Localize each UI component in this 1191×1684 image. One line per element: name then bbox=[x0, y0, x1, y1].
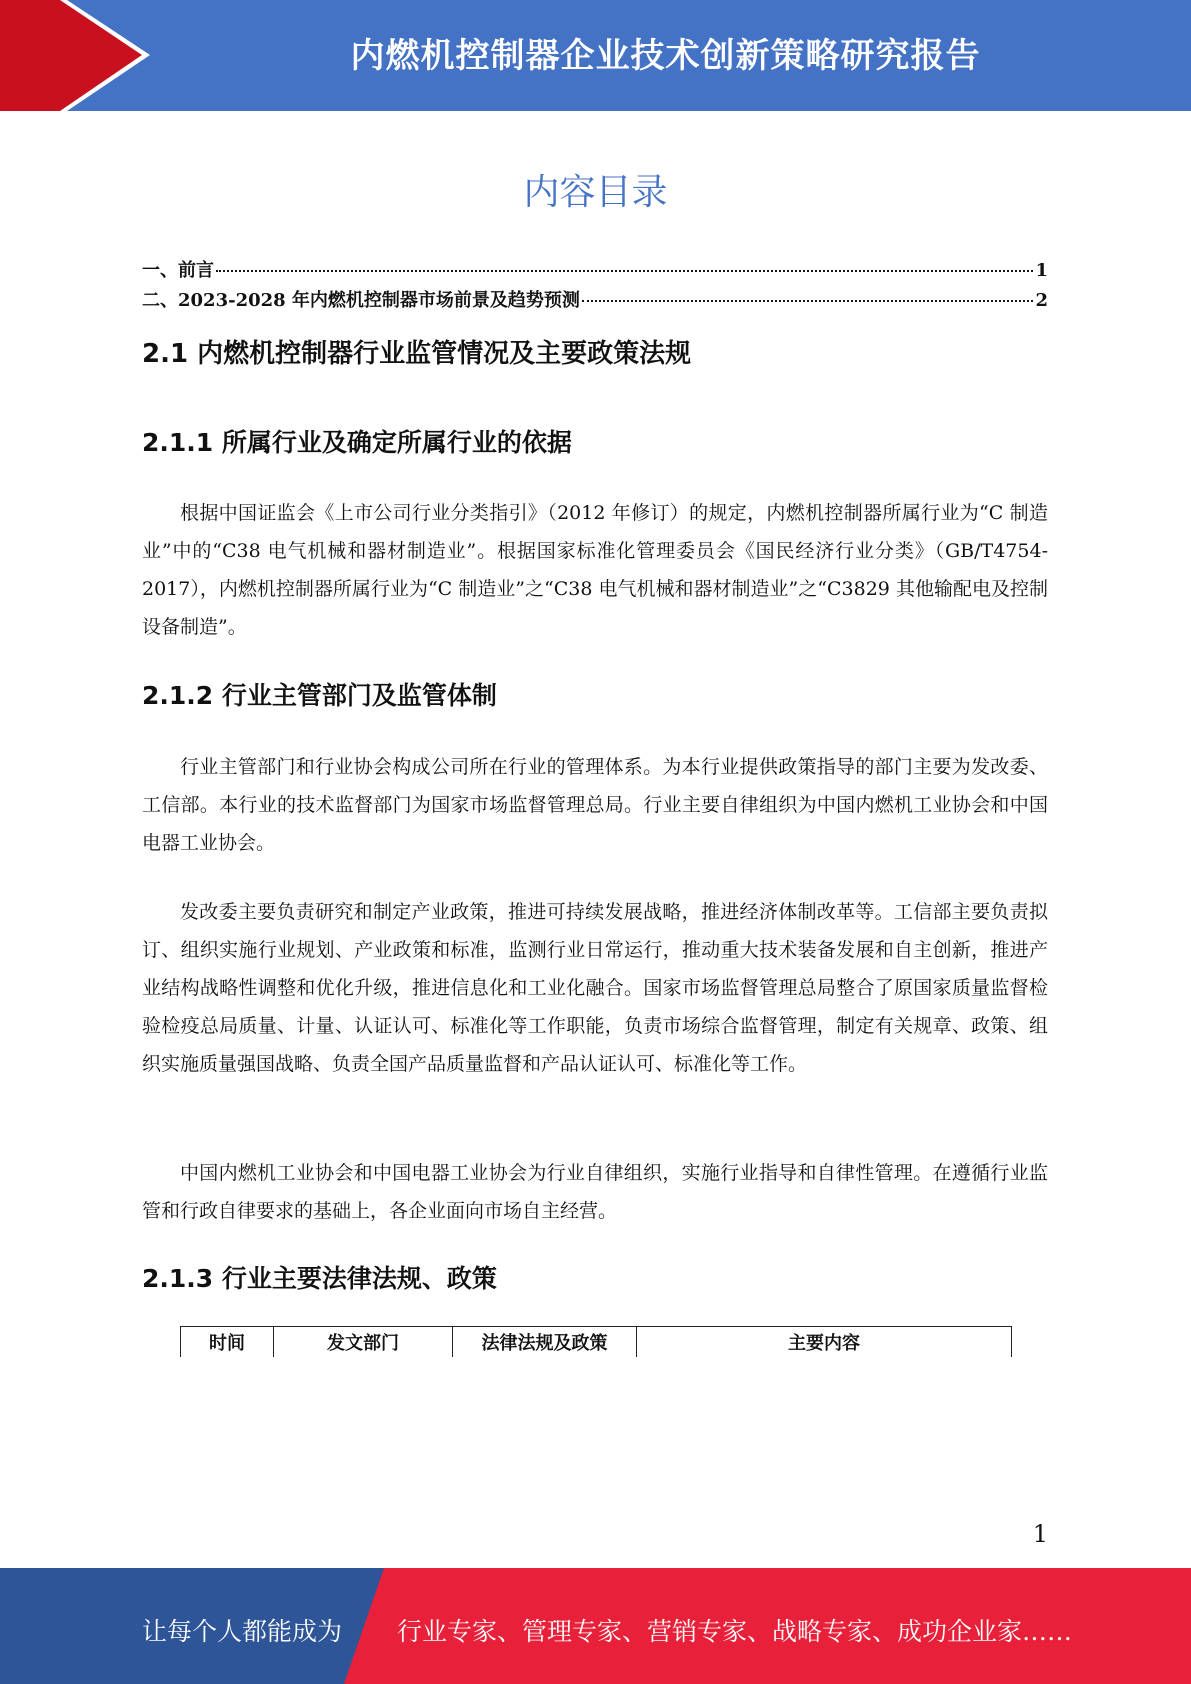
toc-entry-label: 二、2023-2028 年内燃机控制器市场前景及趋势预测 bbox=[142, 290, 580, 311]
paragraph: 中国内燃机工业协会和中国电器工业协会为行业自律组织，实施行业指导和自律性管理。在遵循行业监管和行政自律要求的基础上，各企业面向市场自主经营。 bbox=[142, 1162, 1048, 1222]
report-title: 内燃机控制器企业技术创新策略研究报告 bbox=[350, 36, 981, 76]
footer-banner bbox=[0, 1568, 1191, 1684]
section-heading-2-1-3: 2.1.3 行业主要法律法规、政策 bbox=[142, 1264, 497, 1293]
toc-entry-page: 2 bbox=[1035, 290, 1048, 311]
page-number: 1 bbox=[1032, 1520, 1048, 1548]
toc-entry[interactable] bbox=[142, 256, 1048, 282]
footer-slogan-right: 行业专家、管理专家、营销专家、战略专家、成功企业家…… bbox=[397, 1617, 1073, 1646]
red-arrow-icon bbox=[0, 0, 160, 111]
laws-policies-table bbox=[180, 1326, 1012, 1357]
section-heading-2-1: 2.1 内燃机控制器行业监管情况及主要政策法规 bbox=[142, 339, 692, 369]
paragraph: 行业主管部门和行业协会构成公司所在行业的管理体系。为本行业提供政策指导的部门主要为发改委、工信部。本行业的技术监督部门为国家市场监督管理总局。行业主要自律组织为中国内燃机工业协会和中国电器工业协会。 bbox=[142, 756, 1048, 854]
toc-dot-leader bbox=[582, 300, 1034, 302]
paragraph: 发改委主要负责研究和制定产业政策，推进可持续发展战略，推进经济体制改革等。工信部主要负责拟订、组织实施行业规划、产业政策和标准，监测行业日常运行，推动重大技术装备发展和自主创新，推进产业结构战略性调整和优化升级，推进信息化和工业化融合。国家市场监督管理总局整合了原国家质量监督检验检疫总局质量、计量、认证认可、标准化等工作职能，负责市场综合监督管理，制定有关规章、政策、组织实施质量强国战略、负责全国产品质量监督和产品认证认可、标准化等工作。 bbox=[142, 901, 1048, 1075]
footer-slogan-left: 让每个人都能成为 bbox=[142, 1617, 343, 1646]
toc-title: 内容目录 bbox=[523, 172, 668, 213]
toc-entry-page: 1 bbox=[1035, 260, 1048, 281]
report-header-banner bbox=[0, 0, 1191, 111]
paragraph: 根据中国证监会《上市公司行业分类指引》（2012 年修订）的规定，内燃机控制器所属行业为“C 制造业”中的“C38 电气机械和器材制造业”。根据国家标准化管理委员会《国民经济行业分类》（GB/T4754-2017），内燃机控制器所属行业为“C 制造业”之“C38 电气机械和器材制造业”之“C3829 其他输配电及控制设备制造”。 bbox=[142, 502, 1048, 638]
table-header-cell: 时间 bbox=[181, 1327, 274, 1358]
table-header-row bbox=[181, 1327, 1012, 1358]
table-header-cell: 主要内容 bbox=[637, 1327, 1012, 1358]
toc-entry-label: 一、前言 bbox=[142, 260, 214, 281]
toc-dot-leader bbox=[216, 270, 1033, 272]
toc-entry[interactable] bbox=[142, 286, 1048, 312]
table-header-cell: 发文部门 bbox=[274, 1327, 453, 1358]
table-header-cell: 法律法规及政策 bbox=[453, 1327, 637, 1358]
section-heading-2-1-1: 2.1.1 所属行业及确定所属行业的依据 bbox=[142, 428, 572, 457]
section-heading-2-1-2: 2.1.2 行业主管部门及监管体制 bbox=[142, 681, 497, 710]
